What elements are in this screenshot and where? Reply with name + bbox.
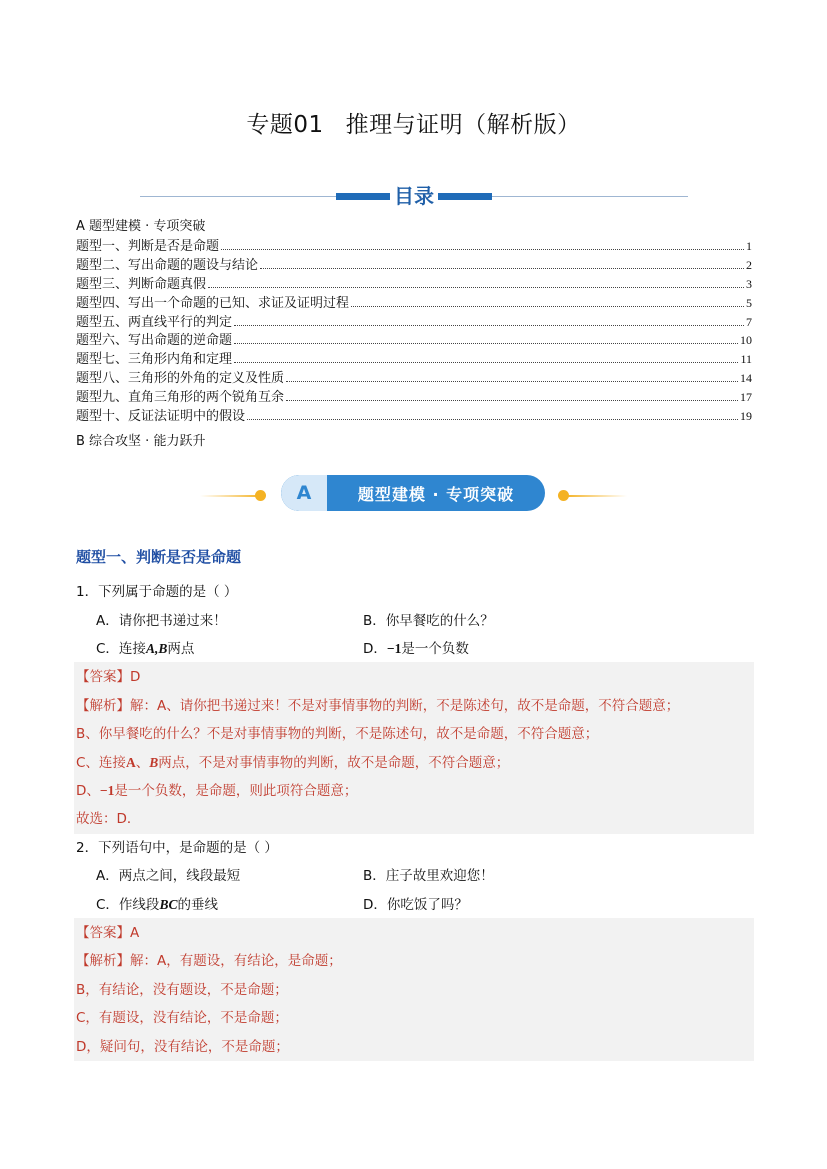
toc-item-label: 题型四、写出一个命题的已知、求证及证明过程 <box>76 296 350 311</box>
toc-item-page: 7 <box>746 315 752 329</box>
question-2-stem: 2．下列语句中，是命题的是（ ） <box>76 840 278 856</box>
q1-explanation-line <box>76 751 509 771</box>
toc-item-label: 题型七、三角形内角和定理 <box>76 352 233 367</box>
toc-item[interactable] <box>76 293 752 311</box>
q1-exp4-suffix: 是一个负数，是命题，则此项符合题意； <box>114 783 358 799</box>
q1-answer: 【答案】D <box>76 669 141 685</box>
toc-leader <box>286 380 738 382</box>
q1-explanation-line: B、你早餐吃的什么？不是对事情事物的判断，不是陈述句，故不是命题，不符合题意； <box>76 726 599 742</box>
toc-item-page: 17 <box>740 390 752 404</box>
banner-line-right <box>565 495 627 497</box>
section-heading: 题型一、判断是否是命题 <box>76 548 242 566</box>
banner-text: 题型建模 · 专项突破 <box>357 484 515 504</box>
q2-option-d: D．你吃饭了吗？ <box>363 897 468 913</box>
title-number: 专题01 <box>246 112 324 138</box>
toc-title: 目录 <box>394 184 434 208</box>
toc-item[interactable] <box>76 387 752 405</box>
q1-answer-box <box>74 662 754 834</box>
toc-item[interactable] <box>76 312 752 330</box>
toc-item[interactable] <box>76 236 752 254</box>
q2-option-b: B．庄子故里欢迎您！ <box>363 868 494 884</box>
q1-option-d <box>363 637 469 657</box>
toc-item-label: 题型五、两直线平行的判定 <box>76 315 233 330</box>
section-banner <box>281 475 545 511</box>
toc-bar-right <box>438 193 492 200</box>
toc-item[interactable] <box>76 255 752 273</box>
q1-exp4-prefix: D、 <box>76 783 100 799</box>
toc-leader <box>234 324 744 326</box>
q1-explanation-line: 故选：D． <box>76 811 141 827</box>
q2-option-c-prefix: C．作线段 <box>96 897 160 913</box>
toc-item-label: 题型六、写出命题的逆命题 <box>76 333 233 348</box>
toc-bar-left <box>336 193 390 200</box>
toc-item-label: 题型十、反证法证明中的假设 <box>76 409 246 424</box>
q1-exp3-point-a: A <box>125 755 136 770</box>
q1-option-c <box>96 637 194 657</box>
q2-explanation-line: B，有结论，没有题设，不是命题； <box>76 982 288 998</box>
toc-leader <box>234 342 738 344</box>
q2-option-c <box>96 893 218 913</box>
toc-leader <box>234 361 738 363</box>
q1-exp3-suffix: 两点，不是对事情事物的判断，故不是命题，不符合题意； <box>158 755 510 771</box>
q1-option-c-prefix: C．连接 <box>96 641 146 657</box>
toc-leader <box>351 305 744 307</box>
q1-exp3-prefix: C、连接 <box>76 755 126 771</box>
q2-explanation-line: 【解析】解：A，有题设，有结论，是命题； <box>76 953 342 969</box>
q2-option-a: A．两点之间，线段最短 <box>96 868 241 884</box>
toc-item-label: 题型九、直角三角形的两个锐角互余 <box>76 390 285 405</box>
toc-item[interactable] <box>76 368 752 386</box>
q2-answer: 【答案】A <box>76 925 140 941</box>
q1-explanation-line <box>76 779 357 799</box>
q1-option-a: A．请你把书递过来！ <box>96 613 227 629</box>
toc-section-b[interactable]: B 综合攻坚 · 能力跃升 <box>76 434 206 449</box>
q1-option-d-math: −1 <box>386 641 402 656</box>
toc-item[interactable] <box>76 406 752 424</box>
banner-dot-left <box>255 490 266 501</box>
toc-section-a[interactable]: A 题型建模 · 专项突破 <box>76 219 206 234</box>
toc-leader <box>208 286 744 288</box>
toc-item-page: 10 <box>740 333 752 347</box>
toc-item-page: 14 <box>740 371 752 385</box>
q2-explanation-line: D，疑问句，没有结论，不是命题； <box>76 1039 289 1055</box>
q1-option-c-suffix: 两点 <box>167 641 195 657</box>
q2-explanation-line: C，有题设，没有结论，不是命题； <box>76 1010 288 1026</box>
page-title <box>0 106 827 139</box>
q1-option-d-prefix: D． <box>363 641 387 657</box>
toc-item[interactable] <box>76 349 752 367</box>
q1-option-d-suffix: 是一个负数 <box>401 641 469 657</box>
q1-explanation-line: 【解析】解：A、请你把书递过来！不是对事情事物的判断，不是陈述句，故不是命题，不符合题意； <box>76 698 680 714</box>
toc-item-label: 题型三、判断命题真假 <box>76 277 207 292</box>
toc-item-page: 5 <box>746 296 752 310</box>
q2-option-c-suffix: 的垂线 <box>177 897 218 913</box>
banner-letter: A <box>281 475 327 511</box>
toc-item[interactable] <box>76 274 752 292</box>
toc-item[interactable] <box>76 330 752 348</box>
q2-option-c-math: BC <box>159 897 178 912</box>
toc-item-page: 3 <box>746 277 752 291</box>
q1-exp3-point-b: B <box>149 755 159 770</box>
question-1-stem: 1．下列属于命题的是（ ） <box>76 584 238 600</box>
toc-item-page: 19 <box>740 409 752 423</box>
q1-exp4-math: −1 <box>99 783 115 798</box>
toc-item-page: 1 <box>746 239 752 253</box>
q1-option-c-math: A,B <box>145 641 168 656</box>
toc-item-label: 题型八、三角形的外角的定义及性质 <box>76 371 285 386</box>
q1-option-b: B．你早餐吃的什么？ <box>363 613 494 629</box>
toc-item-label: 题型一、判断是否是命题 <box>76 239 220 254</box>
banner-line-left <box>200 495 262 497</box>
q1-exp3-sep: 、 <box>135 755 150 771</box>
toc-leader <box>260 267 744 269</box>
toc-item-label: 题型二、写出命题的题设与结论 <box>76 258 259 273</box>
toc-item-page: 2 <box>746 258 752 272</box>
toc-item-page: 11 <box>740 352 752 366</box>
toc-leader <box>286 399 738 401</box>
toc-leader <box>221 248 744 250</box>
title-text: 推理与证明（解析版） <box>345 112 581 138</box>
toc-leader <box>247 418 738 420</box>
